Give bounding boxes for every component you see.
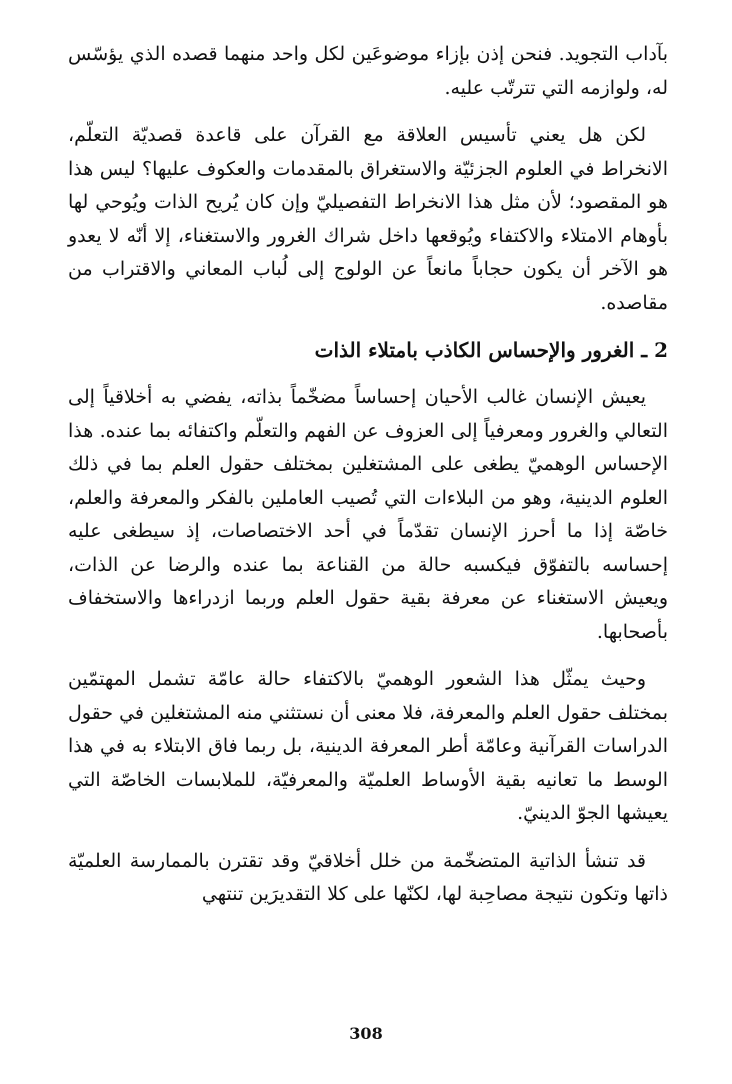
page-number: 308 bbox=[349, 1024, 383, 1043]
paragraph-5: قد تنشأ الذاتية المتضخّمة من خلل أخلاقيّ وقد تقترن بالممارسة العلميّة ذاتها وتكون نتيجة مصاحِبة لها، لكنّها على كلا التقديرَين تنتهي bbox=[68, 849, 668, 905]
page-body bbox=[68, 38, 668, 926]
paragraph-3: يعيش الإنسان غالب الأحيان إحساساً مضخّماً بذاته، يفضي به أخلاقياً إلى التعالي والغرور ومعرفياً إلى العزوف عن الفهم والتعلّم واكتفائه بما عنده. هذا الإحساس الوهميّ يطغى على المشتغلين بمختلف حقول العلم بما في ذلك العلوم الدينية، وهو من البلاءات التي تُصيب العاملين بالفكر والمعرفة والعلم، خاصّة إذا ما أحرز الإنسان تقدّماً في أحد الاختصاصات، إذ سيطغى عليه إحساسه بالتفوّق فيكسبه حالة من القناعة بما عنده والرضا عن الذات، ويعيش الاستغناء عن معرفة بقية حقول العلم وربما ازدراءها والاستخفاف بأصحابها. bbox=[68, 386, 668, 643]
section-heading: 2 ـ الغرور والإحساس الكاذب بامتلاء الذات bbox=[314, 338, 668, 362]
paragraph-4: وحيث يمثّل هذا الشعور الوهميّ بالاكتفاء حالة عامّة تشمل المهتمّين بمختلف حقول العلم والمعرفة، فلا معنى أن نستثني منه المشتغلين في حقول الدراسات القرآنية وعامّة أطر المعرفة الدينية، بل ربما فاق الابتلاء به في هذا الوسط ما تعانيه بقية الأوساط العلميّة والمعرفيّة، للملابسات الخاصّة التي يعيشها الجوّ الدينيّ. bbox=[68, 668, 668, 824]
paragraph-2: لكن هل يعني تأسيس العلاقة مع القرآن على قاعدة قصديّة التعلّم، الانخراط في العلوم الجزئيّة والاستغراق بالمقدمات والعكوف عليها؟ ليس هذا هو المقصود؛ لأن مثل هذا الانخراط التفصيليّ وإن كان يُريح الذات ويُوحي لها بأوهام الامتلاء والاكتفاء ويُوقعها داخل شراك الغرور والاستغناء، إلا أنّه لا يعدو هو الآخر أن يكون حجاباً مانعاً عن الولوج إلى لُباب المعاني والاقتراب من مقاصده. bbox=[68, 124, 668, 314]
paragraph-1: بآداب التجويد. فنحن إذن بإزاء موضوعَين لكل واحد منهما قصده الذي يؤسّس له، ولوازمه التي تترتّب عليه. bbox=[68, 43, 668, 99]
